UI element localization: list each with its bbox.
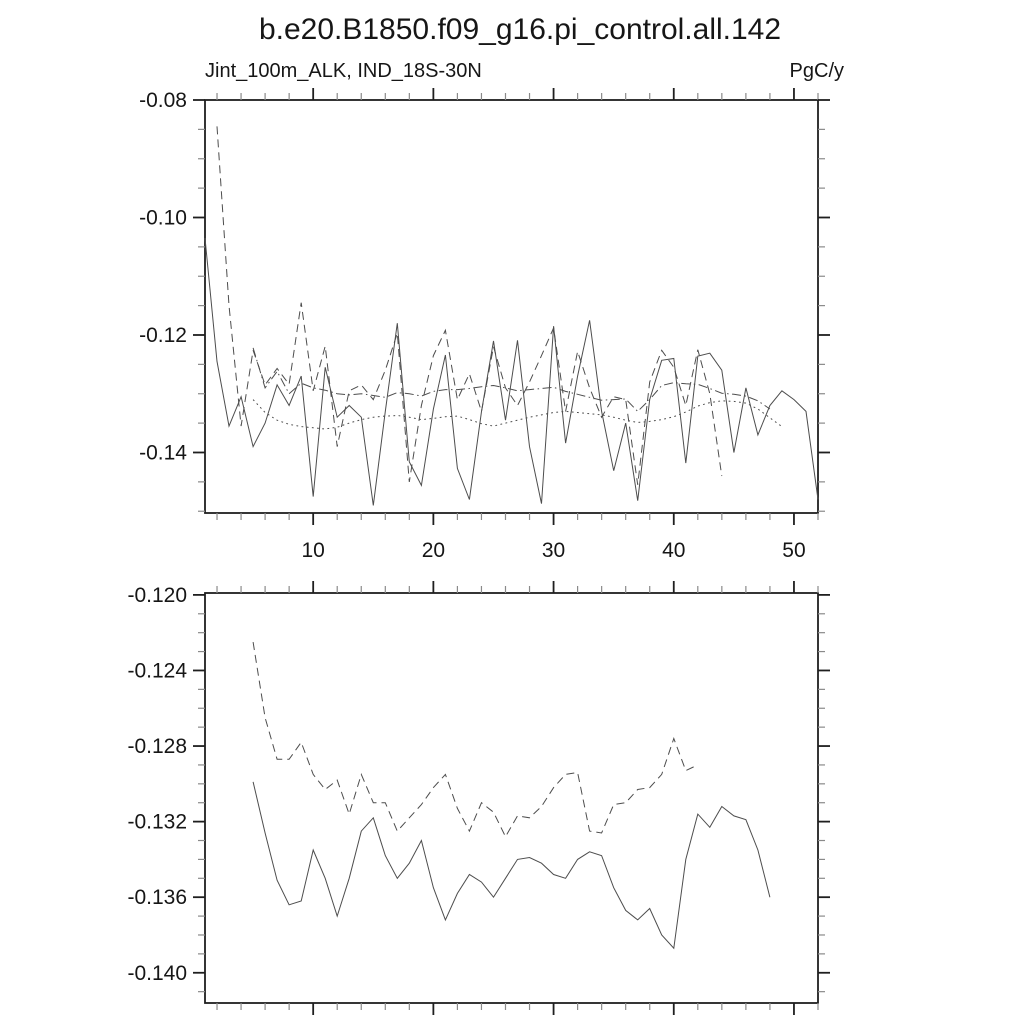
y-tick-label: -0.132	[127, 810, 187, 834]
y-tick-label: -0.14	[139, 441, 187, 465]
bottom-panel	[127, 581, 830, 1015]
plot-title: b.e20.B1850.f09_g16.pi_control.all.142	[258, 13, 782, 46]
series-smoothed-dashed	[253, 642, 698, 837]
series-annual-mean-solid	[205, 238, 818, 505]
units-label: PgC/y	[789, 60, 844, 82]
y-tick-label: -0.140	[127, 961, 187, 985]
x-tick-label: 50	[782, 539, 806, 562]
y-tick-label: -0.136	[127, 886, 187, 910]
y-tick-label: -0.128	[127, 735, 187, 759]
x-tick-label: 10	[301, 539, 325, 562]
y-tick-label: -0.120	[127, 583, 187, 607]
bottom-frame	[205, 593, 818, 1003]
y-tick-label: -0.12	[139, 323, 187, 347]
top-panel	[139, 88, 830, 562]
x-tick-label: 40	[662, 539, 686, 562]
variable-region-label: Jint_100m_ALK, IND_18S-30N	[205, 60, 482, 82]
y-tick-label: -0.124	[127, 659, 187, 683]
top-frame	[205, 100, 818, 513]
y-tick-label: -0.08	[139, 89, 187, 112]
y-tick-label: -0.10	[139, 206, 187, 230]
series-smoothed-solid	[253, 782, 770, 948]
x-tick-label: 20	[421, 539, 446, 562]
x-tick-label: 30	[541, 539, 566, 562]
